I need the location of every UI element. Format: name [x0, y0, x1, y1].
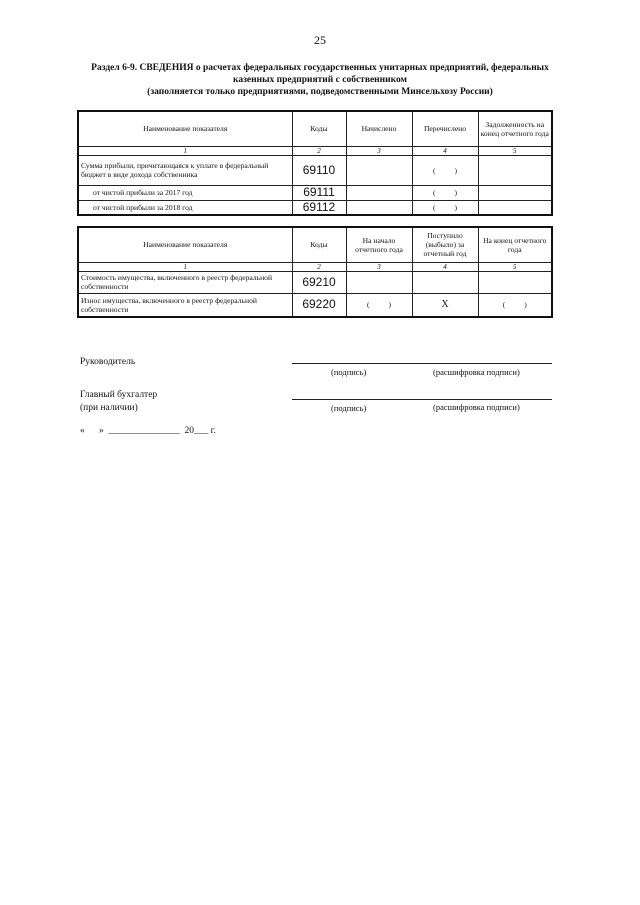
col-number: 3 — [346, 146, 412, 155]
cell-transferred[interactable]: ( ) — [412, 155, 478, 185]
header-debt: Задолженность на конец отчетного года — [478, 111, 552, 146]
row-code: 69220 — [292, 293, 346, 317]
cell-debt[interactable] — [478, 200, 552, 215]
cell-transferred[interactable]: ( ) — [412, 185, 478, 200]
row-code: 69110 — [292, 155, 346, 185]
accountant-label: Главный бухгалтер — [80, 390, 158, 400]
cell-received[interactable]: X — [412, 293, 478, 317]
cell-start-year[interactable]: ( ) — [346, 293, 412, 317]
col-number: 1 — [78, 262, 292, 271]
row-name: Сумма прибыли, причитающаяся к уплате в федеральный бюджет в виде дохода собственника — [78, 155, 292, 185]
col-number: 1 — [78, 146, 292, 155]
col-number: 2 — [292, 146, 346, 155]
cell-accrued[interactable] — [346, 200, 412, 215]
cell-debt[interactable] — [478, 155, 552, 185]
col-number: 3 — [346, 262, 412, 271]
cell-end-year[interactable] — [478, 271, 552, 293]
col-number: 4 — [412, 262, 478, 271]
accountant-note: (при наличии) — [80, 403, 138, 413]
cell-received[interactable] — [412, 271, 478, 293]
accountant-signature-line[interactable] — [292, 399, 552, 400]
row-code: 69210 — [292, 271, 346, 293]
decode-caption: (расшифровка подписи) — [433, 367, 520, 377]
profit-table — [77, 110, 553, 216]
cell-accrued[interactable] — [346, 155, 412, 185]
row-name: от чистой прибыли за 2018 год — [78, 200, 292, 215]
section-title — [70, 62, 570, 98]
row-code: 69111 — [292, 185, 346, 200]
date-line[interactable]: « » _______________ 20___ г. — [80, 426, 216, 436]
head-label: Руководитель — [80, 357, 136, 367]
title-line-2: казенных предприятий с собственником — [233, 75, 407, 85]
header-name: Наименование показателя — [78, 111, 292, 146]
row-name: Износ имущества, включенного в реестр федеральной собственности — [78, 293, 292, 317]
page-number: 25 — [314, 33, 326, 47]
head-signature-line[interactable] — [292, 363, 552, 364]
row-name: Стоимость имущества, включенного в реестр федеральной собственности — [78, 271, 292, 293]
cell-accrued[interactable] — [346, 185, 412, 200]
title-line-3: (заполняется только предприятиями, подведомственными Минсельхозу России) — [147, 87, 493, 97]
table-header-row — [78, 227, 552, 262]
col-number: 2 — [292, 262, 346, 271]
header-end-year: На конец отчетного года — [478, 227, 552, 262]
cell-debt[interactable] — [478, 185, 552, 200]
column-number-row — [78, 262, 552, 271]
header-name: Наименование показателя — [78, 227, 292, 262]
col-number: 5 — [478, 146, 552, 155]
table-row — [78, 271, 552, 293]
header-codes: Коды — [292, 227, 346, 262]
property-table — [77, 226, 553, 318]
decode-caption: (расшифровка подписи) — [433, 402, 520, 412]
column-number-row — [78, 146, 552, 155]
title-line-1: Раздел 6-9. СВЕДЕНИЯ о расчетах федеральных государственных унитарных предприятий, федеральных — [91, 63, 549, 73]
row-name: от чистой прибыли за 2017 год — [78, 185, 292, 200]
table-row — [78, 200, 552, 215]
cell-transferred[interactable]: ( ) — [412, 200, 478, 215]
header-accrued: Начислено — [346, 111, 412, 146]
header-codes: Коды — [292, 111, 346, 146]
signature-caption: (подпись) — [331, 367, 367, 377]
header-received: Поступило (выбыло) за отчетный год — [412, 227, 478, 262]
table-row — [78, 155, 552, 185]
signature-caption: (подпись) — [331, 403, 367, 413]
cell-start-year[interactable] — [346, 271, 412, 293]
table-row — [78, 185, 552, 200]
header-transferred: Перечислено — [412, 111, 478, 146]
cell-end-year[interactable]: ( ) — [478, 293, 552, 317]
row-code: 69112 — [292, 200, 346, 215]
header-start-year: На начало отчетного года — [346, 227, 412, 262]
col-number: 4 — [412, 146, 478, 155]
table-header-row — [78, 111, 552, 146]
col-number: 5 — [478, 262, 552, 271]
table-row — [78, 293, 552, 317]
